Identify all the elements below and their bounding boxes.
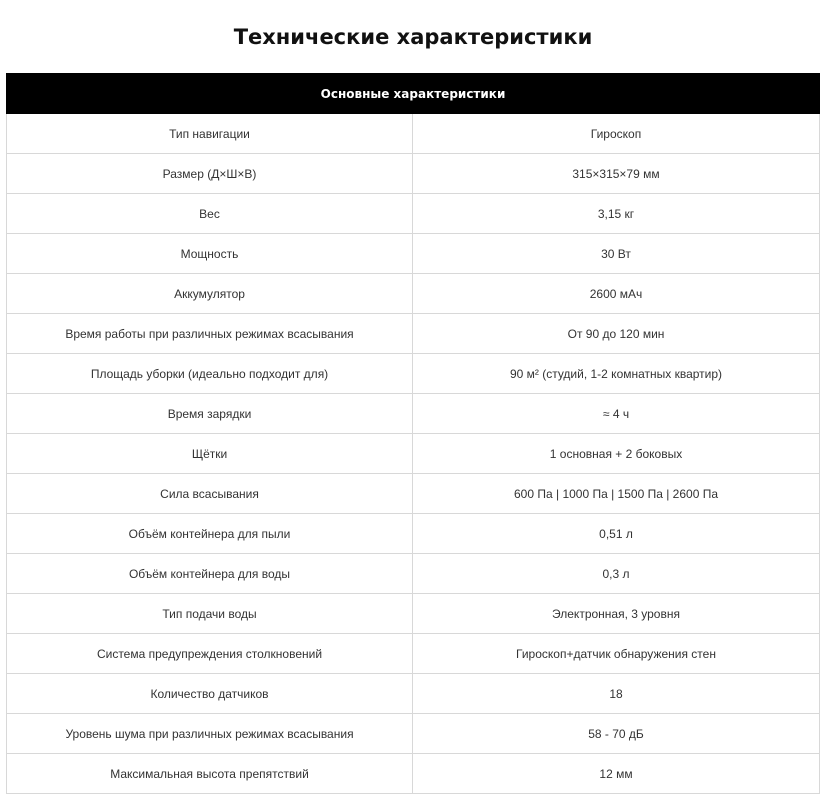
table-row (7, 554, 820, 594)
spec-label: Время работы при различных режимах всасывания (7, 314, 413, 354)
table-row (7, 674, 820, 714)
table-row (7, 474, 820, 514)
spec-value: Электронная, 3 уровня (413, 594, 820, 634)
spec-label: Объём контейнера для пыли (7, 514, 413, 554)
table-row (7, 234, 820, 274)
spec-label: Время зарядки (7, 394, 413, 434)
spec-label: Объём контейнера для воды (7, 554, 413, 594)
spec-value: ≈ 4 ч (413, 394, 820, 434)
specs-table-body (7, 114, 820, 794)
table-row (7, 354, 820, 394)
spec-label: Мощность (7, 234, 413, 274)
spec-label: Количество датчиков (7, 674, 413, 714)
table-row (7, 754, 820, 794)
spec-label: Вес (7, 194, 413, 234)
table-row (7, 434, 820, 474)
table-row (7, 634, 820, 674)
spec-value: 0,3 л (413, 554, 820, 594)
spec-label: Тип навигации (7, 114, 413, 154)
spec-label: Щётки (7, 434, 413, 474)
spec-value: 2600 мАч (413, 274, 820, 314)
spec-value: Гироскоп+датчик обнаружения стен (413, 634, 820, 674)
table-row (7, 154, 820, 194)
table-row (7, 314, 820, 354)
spec-label: Сила всасывания (7, 474, 413, 514)
table-row (7, 394, 820, 434)
spec-label: Уровень шума при различных режимах всасывания (7, 714, 413, 754)
spec-label: Размер (Д×Ш×В) (7, 154, 413, 194)
spec-value: 3,15 кг (413, 194, 820, 234)
page-title: Технические характеристики (233, 25, 593, 50)
spec-value: 12 мм (413, 754, 820, 794)
spec-value: 600 Па | 1000 Па | 1500 Па | 2600 Па (413, 474, 820, 514)
spec-value: От 90 до 120 мин (413, 314, 820, 354)
specs-table (6, 73, 820, 794)
spec-value: 0,51 л (413, 514, 820, 554)
spec-value: 58 - 70 дБ (413, 714, 820, 754)
spec-label: Тип подачи воды (7, 594, 413, 634)
spec-value: 90 м² (студий, 1-2 комнатных квартир) (413, 354, 820, 394)
table-row (7, 274, 820, 314)
table-header: Основные характеристики (7, 74, 820, 114)
table-header-row (7, 74, 820, 114)
spec-value: 1 основная + 2 боковых (413, 434, 820, 474)
table-row (7, 514, 820, 554)
table-row (7, 594, 820, 634)
spec-label: Площадь уборки (идеально подходит для) (7, 354, 413, 394)
spec-label: Аккумулятор (7, 274, 413, 314)
spec-value: 315×315×79 мм (413, 154, 820, 194)
spec-value: 30 Вт (413, 234, 820, 274)
spec-value: 18 (413, 674, 820, 714)
spec-label: Максимальная высота препятствий (7, 754, 413, 794)
spec-value: Гироскоп (413, 114, 820, 154)
table-row (7, 714, 820, 754)
spec-label: Система предупреждения столкновений (7, 634, 413, 674)
table-row (7, 194, 820, 234)
table-row (7, 114, 820, 154)
